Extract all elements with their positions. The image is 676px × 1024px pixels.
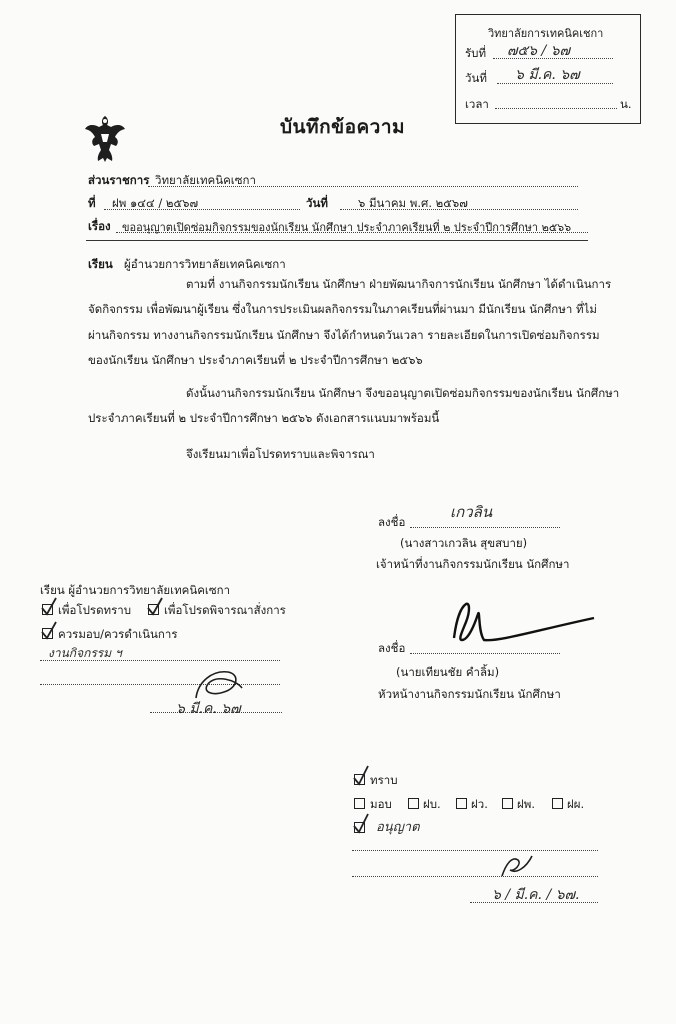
ref-label: ที่ [88, 196, 96, 210]
para1-line4: ของนักเรียน นักศึกษา ประจำภาคเรียนที่ ๒ ประจำปีการศึกษา ๒๕๖๖ [88, 353, 423, 367]
sig2-label: ลงชื่อ [378, 641, 406, 655]
stamp-time-suffix: น. [620, 97, 632, 111]
stamp-org: วิทยาลัยการเทคนิคเชกา [488, 27, 604, 40]
opt-assign-checkbox [354, 798, 365, 809]
para2-line1: ดังนั้นงานกิจกรรมนักเรียน นักศึกษา จึงขออนุญาตเปิดซ่อมกิจกรรมของนักเรียน นักศึกษา [186, 386, 620, 400]
opt-fw-label: ฝว. [471, 797, 488, 811]
ack-label: ทราบ [370, 773, 398, 787]
sig1-handwritten: เกวลิน [450, 503, 493, 521]
date-label: วันที่ [306, 196, 328, 210]
stamp-date-value: ๖ มี.ค. ๖๗ [515, 67, 580, 83]
check-mark-icon [352, 812, 370, 834]
subject-value: ขออนุญาตเปิดซ่อมกิจกรรมของนักเรียน นักศึกษา ประจำภาคเรียนที่ ๒ ประจำปีการศึกษา ๒๕๖๖ [122, 221, 572, 234]
left-note-to: เรียน ผู้อำนวยการวิทยาลัยเทคนิคเซกา [40, 583, 231, 597]
sig2-name: (นายเทียนชัย คำลิ้ม) [396, 665, 500, 679]
opt-fph-checkbox [552, 798, 563, 809]
left-note-date: ๖ มี.ค. ๖๗ [176, 701, 241, 717]
opt-fw-checkbox [456, 798, 467, 809]
stamp-recv-label: รับที่ [465, 46, 487, 60]
left-opt1-label: เพื่อโปรดทราบ [58, 603, 132, 617]
left-note-handwritten: งานกิจกรรม ฯ [48, 646, 122, 660]
check-mark-icon [40, 620, 58, 640]
left-opt3-label: ควรมอบ/ควรดำเนินการ [58, 627, 178, 641]
dept-value: วิทยาลัยเทคนิคเซกา [155, 173, 256, 187]
sig2-signature-icon [448, 596, 598, 648]
opt-fp-checkbox [502, 798, 513, 809]
stamp-time-label: เวลา [465, 97, 489, 111]
opt-fb-checkbox [408, 798, 419, 809]
sig1-name: (นางสาวเกวลิน สุขสบาย) [400, 536, 528, 550]
sig1-position: เจ้าหน้าที่งานกิจกรรมนักเรียน นักศึกษา [376, 557, 570, 571]
to-value: ผู้อำนวยการวิทยาลัยเทคนิคเซกา [124, 257, 286, 271]
memo-title: บันทึกข้อความ [280, 116, 406, 138]
date-value: ๖ มีนาคม พ.ศ. ๒๕๖๗ [358, 196, 468, 210]
check-mark-icon [40, 596, 58, 616]
header-divider [86, 240, 588, 241]
para1-line3: ผ่านกิจกรรม ทางงานกิจกรรมนักเรียน นักศึกษา จึงได้กำหนดวันเวลา รายละเอียดในการเปิดซ่อมกิจกรรม [88, 328, 600, 342]
subject-label: เรื่อง [88, 219, 111, 233]
ref-value: ฝพ ๑๔๔ / ๒๕๖๗ [112, 196, 199, 210]
garuda-emblem-icon [82, 112, 128, 164]
para1-line1: ตามที่ งานกิจกรรมนักเรียน นักศึกษา ฝ่ายพัฒนากิจการนักเรียน นักศึกษา ได้ดำเนินการ [186, 277, 612, 291]
opt-fp-label: ฝพ. [517, 797, 535, 811]
closing-line: จึงเรียนมาเพื่อโปรดทราบและพิจารณา [186, 447, 375, 461]
para2-line2: ประจำภาคเรียนที่ ๒ ประจำปีการศึกษา ๒๕๖๖ ดังเอกสารแนบมาพร้อมนี้ [88, 411, 440, 425]
opt-assign-label: มอบ [370, 797, 392, 811]
para1-line2: จัดกิจกรรม เพื่อพัฒนาผู้เรียน ซึ่งในการประเมินผลกิจกรรมในภาคเรียนที่ผ่านมา มีนักเรียน นักศึกษา ที่ไม่ [88, 302, 597, 316]
right-signature-icon [496, 850, 536, 882]
check-mark-icon [146, 596, 164, 616]
stamp-date-label: วันที่ [465, 71, 487, 85]
stamp-recv-value: ๗๕๖ / ๖๗ [507, 43, 571, 59]
right-note-date: ๖ / มี.ค. / ๖๗. [492, 887, 580, 903]
sig1-label: ลงชื่อ [378, 515, 406, 529]
check-mark-icon [352, 764, 370, 786]
opt-fph-label: ฝผ. [567, 797, 585, 811]
sig2-position: หัวหน้างานกิจกรรมนักเรียน นักศึกษา [378, 687, 561, 701]
to-label: เรียน [88, 257, 113, 271]
dept-label: ส่วนราชการ [88, 173, 150, 187]
approve-handwritten: อนุญาต [376, 820, 420, 835]
left-opt2-label: เพื่อโปรดพิจารณาสั่งการ [164, 603, 286, 617]
opt-fb-label: ฝบ. [423, 797, 441, 811]
